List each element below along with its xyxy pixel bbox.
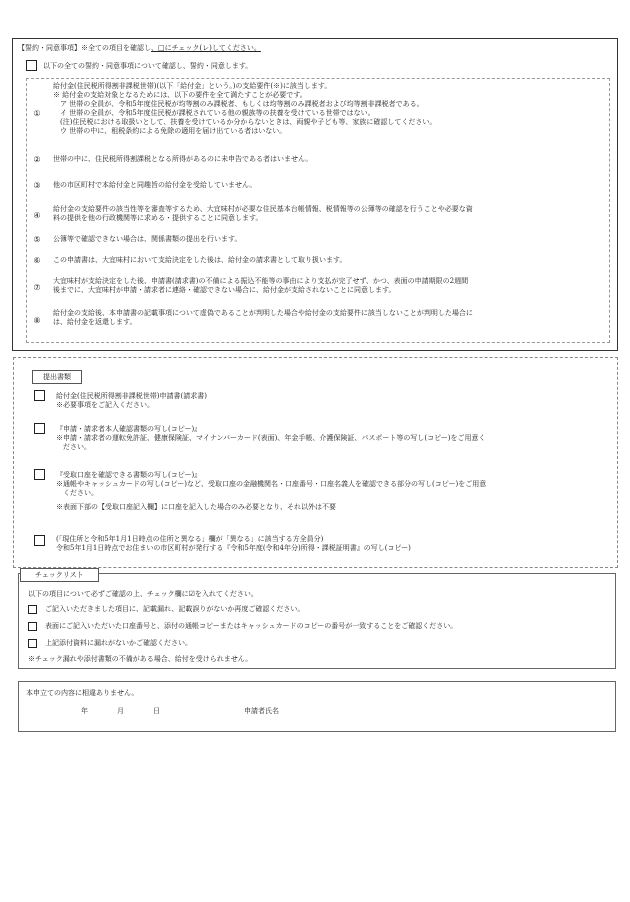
declaration-day-label: 日 (153, 707, 160, 715)
oath-item-line: 後までに、大宜味村が申請・請求者に連絡・確認できない場合に、給付金が支給されないことに同意します。 (53, 286, 396, 294)
checklist-intro: 以下の項目について必ずご確認の上、チェック欄に☑を入れてください。 (28, 590, 258, 598)
document-note: ※必要事項をご記入ください。 (56, 401, 154, 409)
document-note: ※表面下部の【受取口座記入欄】に口座を記入した場合のみ必要となり、それ以外は不要 (56, 503, 336, 511)
checklist-tab: チェックリスト (20, 568, 99, 582)
oath-item-line: 給付金の支給要件の該当性等を審査等するため、大宜味村が必要な住民基本台帳情報、税情報等の公簿等の確認を行うことや必要な資 (53, 205, 473, 213)
oath-item-line: ア 世帯の全員が、令和5年度住民税が均等割のみ課税者、もしくは均等割のみ課税者および均等割非課税者である。 (53, 100, 424, 108)
checklist-item: ご記入いただきました項目に、記載漏れ、記載誤りがないか再度ご確認ください。 (45, 605, 305, 613)
oath-item-number: ⑦ (33, 283, 41, 292)
oath-item-number: ⑥ (33, 256, 41, 265)
oath-item-number: ⑧ (33, 316, 41, 325)
oath-heading-underlined: 、□にチェック(レ)してください。 (151, 44, 261, 52)
agree-all-label: 以下の全ての誓約・同意事項について確認し、誓約・同意します。 (43, 62, 253, 70)
document-note: ださい。 (56, 443, 91, 451)
oath-heading (18, 44, 261, 53)
checklist-note: ※チェック漏れや添付書類の不備がある場合、給付を受けられません。 (28, 655, 253, 663)
checklist-checkbox[interactable] (28, 605, 37, 614)
oath-item-text (53, 309, 473, 327)
oath-item-text: 他の市区町村で本給付金と同趣旨の給付金を受給していません。 (53, 181, 257, 189)
documents-tab: 提出書類 (32, 370, 82, 384)
oath-item-number: ③ (33, 181, 41, 190)
document-note: ください。 (56, 489, 98, 497)
document-item (56, 392, 207, 410)
oath-item-line: 大宜味村が支給決定をした後、申請書(請求書)の不備による振込不能等の事由により支払が完了せず、かつ、表面の申請期限の2週間 (53, 277, 469, 285)
document-item (56, 535, 411, 553)
oath-item-text (53, 82, 436, 136)
oath-item-number: ① (33, 109, 41, 118)
document-checkbox[interactable] (34, 390, 45, 401)
oath-item-line: (注)住民税における取扱いとして、扶養を受けているか分からないときは、両親や子ども等、家族に確認してください。 (53, 118, 437, 126)
oath-item-text (53, 277, 468, 295)
document-title: 給付金(住民税所得割非課税世帯)申請書(請求書) (56, 392, 207, 400)
oath-item-number: ⑤ (33, 235, 41, 244)
document-note: ※申請・請求者の運転免許証、健康保険証、マイナンバーカード(表面)、年金手帳、介護保険証、パスポート等の写し(コピー)をご用意く (56, 434, 486, 442)
document-checkbox[interactable] (34, 535, 45, 546)
document-title: 『受取口座を確認できる書類の写し(コピー)』 (56, 471, 202, 479)
document-title: 『申請・請求者本人確認書類の写し(コピー)』 (56, 425, 202, 433)
oath-item-line: 給付金の支給後、本申請書の記載事項について虚偽であることが判明した場合や給付金の支給要件に該当しないことが判明した場合に (53, 309, 473, 317)
document-note: ※通帳やキャッシュカードの写し(コピー)など、受取口座の金融機関名・口座番号・口座名義人を確認できる部分の写し(コピー)をご用意 (56, 480, 487, 488)
document-checkbox[interactable] (34, 469, 45, 480)
oath-item-text: 世帯の中に、住民税所得割課税となる所得があるのに未申告である者はいません。 (53, 155, 313, 163)
oath-item-line: 料の提供を他の行政機関等に求める・提供することに同意します。 (53, 214, 263, 222)
document-item (56, 425, 486, 452)
oath-item-line: ウ 世帯の中に、租税条約による免除の適用を届け出ている者はいない。 (53, 127, 287, 135)
oath-heading-main: ※全ての項目を確認し (81, 44, 151, 52)
document-item (56, 471, 486, 512)
oath-item-number: ② (33, 155, 41, 164)
applicant-name-label: 申請者氏名 (244, 707, 279, 715)
checklist-checkbox[interactable] (28, 639, 37, 648)
checklist-item: 表面にご記入いただいた口座番号と、添付の通帳コピーまたはキャッシュカードのコピーの番号が一致することをご確認ください。 (45, 622, 458, 630)
oath-item-text: 公簿等で確認できない場合は、関係書類の提出を行います。 (53, 235, 242, 243)
oath-item-line: は、給付金を返還します。 (53, 318, 137, 326)
checklist-checkbox[interactable] (28, 622, 37, 631)
document-checkbox[interactable] (34, 423, 45, 434)
checklist-item: 上記添付資料に漏れがないかご確認ください。 (45, 639, 192, 647)
oath-item-line: ※ 給付金の支給対象となるためには、以下の要件を全て満たすことが必要です。 (53, 91, 307, 99)
oath-item-line: イ 世帯の全員が、令和5年度住民税が課税されている他の親族等の扶養を受けている世帯ではない。 (53, 109, 375, 117)
declaration-text: 本申立ての内容に相違ありません。 (26, 689, 139, 697)
oath-item-text: この申請書は、大宜味村において支給決定をした後は、給付金の請求書として取り扱います。 (53, 256, 347, 264)
oath-item-number: ④ (33, 211, 41, 220)
document-title: (「現住所と令和5年1月1日時点の住所と異なる」欄が「異なる」に該当する方全員分) (56, 535, 324, 543)
declaration-year-label: 年 (81, 707, 88, 715)
oath-item-text (53, 205, 473, 223)
oath-item-line: 給付金(住民税所得割非課税世帯)(以下「給付金」という。)の支給要件(※)に該当します。 (53, 82, 332, 90)
declaration-month-label: 月 (117, 707, 124, 715)
document-note: 令和5年1月1日時点でお住まいの市区町村が発行する『令和5年度(令和4年分)所得・課税証明書』の写し(コピー) (56, 544, 411, 552)
agree-all-checkbox[interactable] (26, 60, 37, 71)
oath-heading-prefix: 【誓約・同意事項】 (18, 44, 81, 52)
